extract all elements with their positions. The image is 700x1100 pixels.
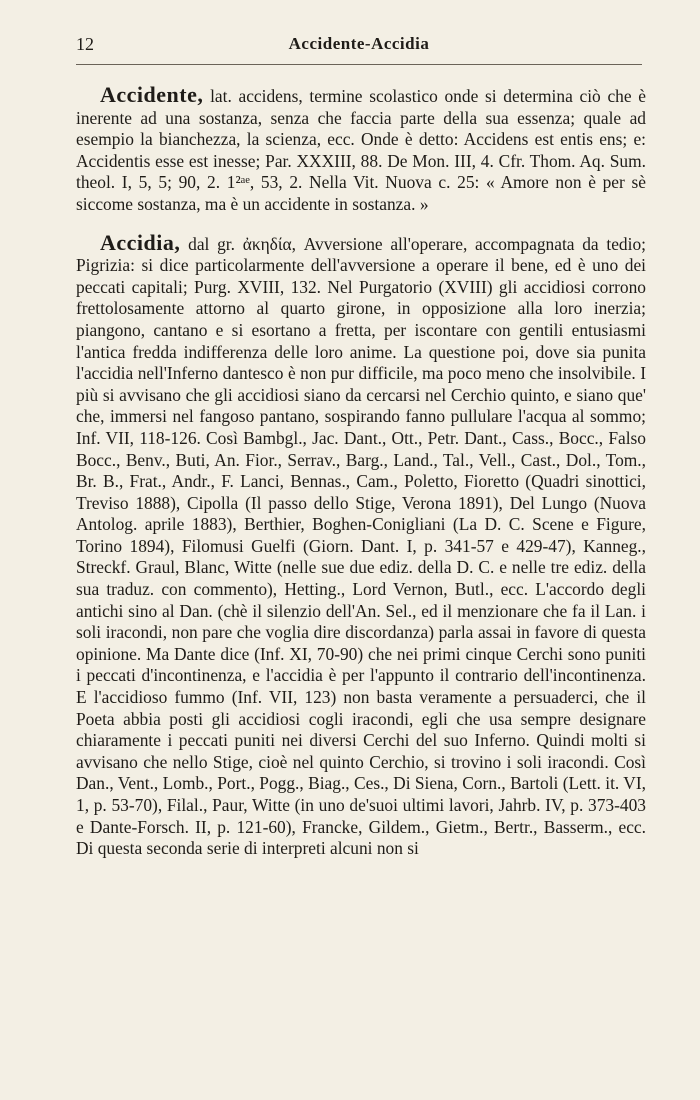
- entry-text: lat. accidens, termine scolastico onde si determina ciò che è inerente ad una sostanza, senza che faccia parte della sua essenza; quale ad esempio la bianchezza, la scienza, ecc. Onde è detto: Accidens est entis ens; e: Accidentis esse est inesse; Par. XXXIII, 88. De Mon. III, 4. Cfr. Thom. Aq. Sum. theol. I, 5, 5; 90, 2. 1²ᵃᵉ, 53, 2. Nella Vit. Nuova c. 25: « Amore non è per sè siccome sostanza, ma è un accidente in sostanza. »: [76, 86, 646, 214]
- entry-paragraph: [76, 84, 646, 216]
- entry-paragraph: [76, 229, 646, 860]
- running-title: Accidente-Accidia: [288, 34, 430, 53]
- entry-text: dal gr. ἀκηδία, Avversione all'operare, accompagnata da tedio; Pigrizia: si dice particolarmente dell'avversione a operare il bene, ed è uno dei peccati capitali; Purg. XVIII, 132. Nel Purgatorio (XVIII) gli accidiosi corrono frettolosamente attorno al quarto girone, in opposizione alla loro inerzia; piangono, cantano e si esortano a fretta, per iscontare con gentili entusiasmi l'antica fredda indifferenza delle loro anime. La questione poi, dove sia punita l'accidia nell'Inferno dantesco è non pur difficile, ma poco meno che insolvibile. I più si avvisano che gli accidiosi siano da cercarsi nel Cerchio quinto, e siano que' che, immersi nel fangoso pantano, sospirando fanno pullulare l'acqua al sommo; Inf. VII, 118-126. Così Bambgl., Jac. Dant., Ott., Petr. Dant., Cass., Bocc., Falso Bocc., Benv., Buti, An. Fior., Serrav., Barg., Land., Tal., Vell., Cast., Dol., Tom., Br. B., Frat., Andr., F. Lanci, Bennas., Cam., Poletto, Fioretto (Quadri sinottici, Treviso 1888), Cipolla (Il passo dello Stige, Verona 1891), Del Lungo (Nuova Antolog. aprile 1883), Berthier, Boghen-Conigliani (La D. C. Scene e Figure, Torino 1894), Filomusi Guelfi (Giorn. Dant. I, p. 341-57 e 429-47), Kanneg., Streckf. Graul, Blanc, Witte (nelle sue due ediz. della D. C. e nelle tre ediz. della sua traduz. con commento), Hetting., Lord Vernon, Butl., ecc. L'accordo degli antichi sino al Dan. (chè il silenzio dell'An. Sel., ed il menzionare che fa il Lan. i soli iracondi, non pare che voglia dire discordanza) parla assai in favore di questa opinione. Ma Dante dice (Inf. XI, 70-90) che nei primi cinque Cerchi sono puniti i peccati d'incontinenza, e l'accidia è per l'appunto il contrario dell'incontinenza. E l'accidioso fummo (Inf. VII, 123) non basta veramente a persuaderci, che il Poeta abbia posti gli accidiosi cogli iracondi, egli che usa sempre designare chiaramente i peccati puniti nei diversi Cerchi del suo Inferno. Quindi molti si avvisano che nello Stige, cioè nel quinto Cerchio, si trovino i soli iracondi. Così Dan., Vent., Lomb., Port., Pogg., Biag., Ces., Di Siena, Corn., Bartoli (Lett. it. VI, 1, p. 53-70), Filal., Paur, Witte (in uno de'suoi ultimi lavori, Jahrb. IV, p. 373-403 e Dante-Forsch. II, p. 121-60), Francke, Gildem., Gietm., Bertr., Basserm., ecc. Di questa seconda serie di interpreti alcuni non si: [76, 233, 646, 859]
- entry-accidente: [76, 84, 646, 216]
- header-rule: [76, 64, 642, 65]
- page-body: [76, 84, 646, 860]
- entry-lemma: Accidia,: [100, 229, 181, 255]
- page-number: 12: [76, 34, 94, 54]
- entry-accidia: [76, 229, 646, 860]
- running-head: [76, 34, 642, 60]
- entry-lemma: Accidente,: [100, 82, 204, 107]
